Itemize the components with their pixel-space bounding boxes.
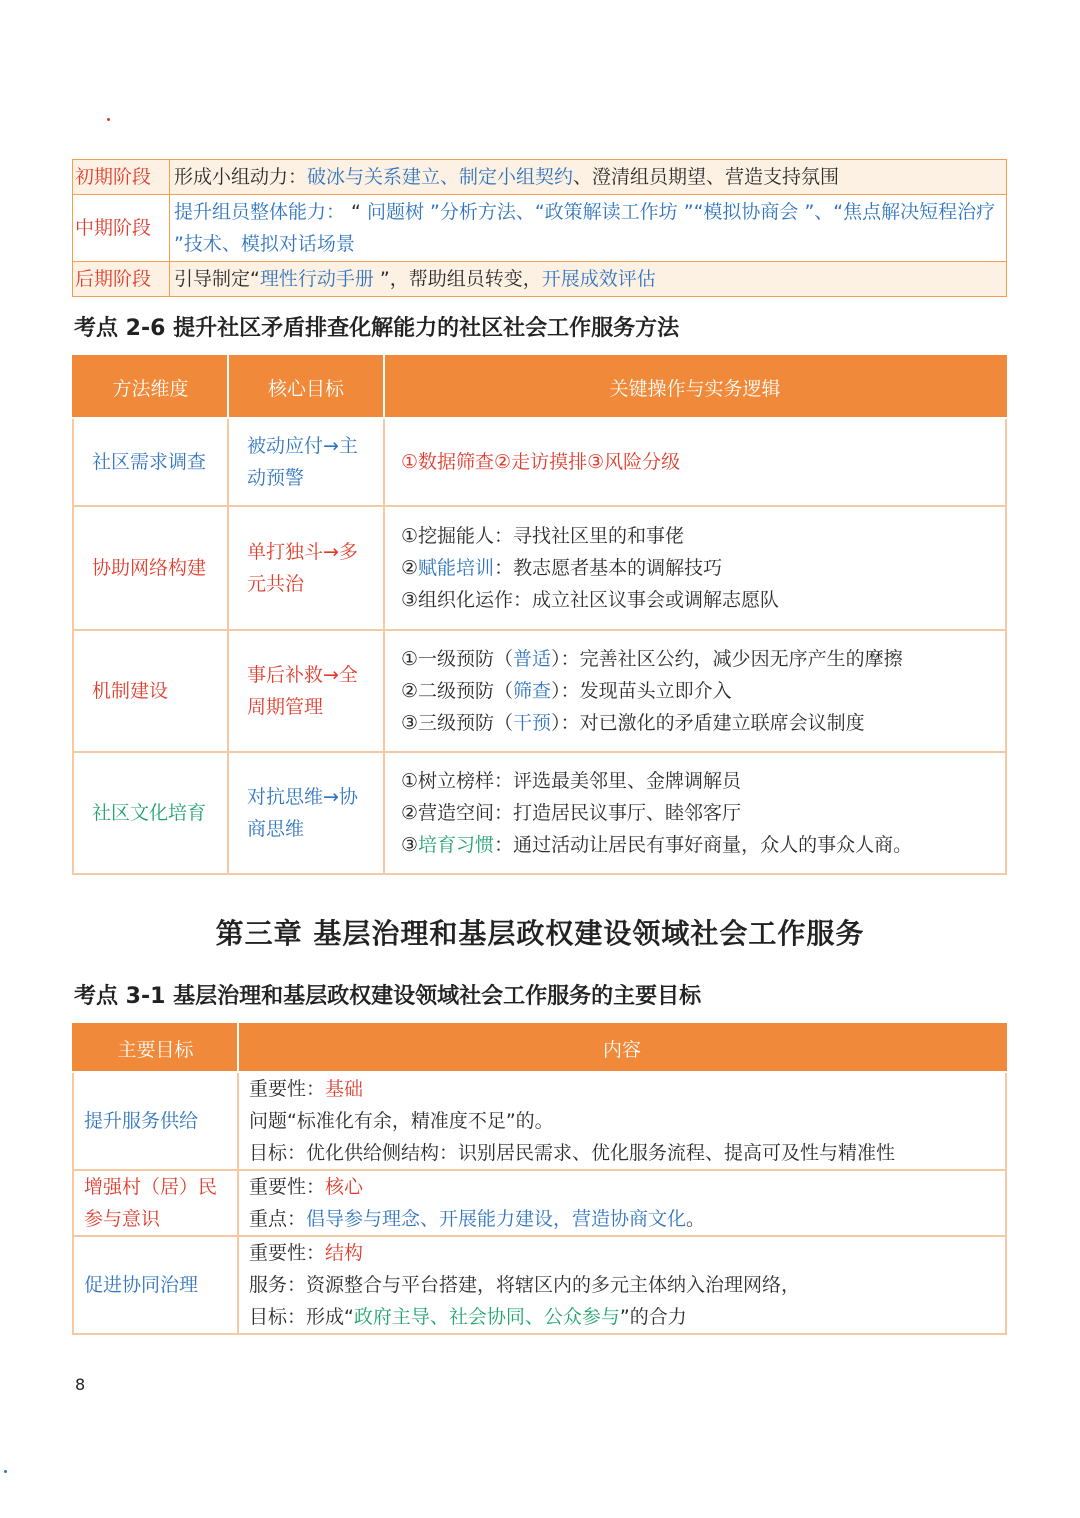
text-line xyxy=(249,1137,995,1169)
text-line xyxy=(401,643,987,675)
column-header: 关键操作与实务逻辑 xyxy=(384,356,1006,418)
column-header: 方法维度 xyxy=(73,356,228,418)
goal-content xyxy=(238,1170,1006,1236)
text-segment: 倡导参与理念、开展能力建设，营造协商文化 xyxy=(306,1208,687,1230)
text-segment: ①一级预防（ xyxy=(401,648,514,670)
stage-label: 中期阶段 xyxy=(73,195,170,262)
text-segment: ② xyxy=(401,557,419,579)
method-dimension: 协助网络构建 xyxy=(73,506,228,630)
text-line xyxy=(401,520,987,552)
text-segment: 问题树 ”分析方法、“政策解读工作坊 ”“模拟协商会 ”、“焦点解决短程治疗 ”技术、模拟对话场景 xyxy=(174,201,996,255)
column-header: 核心目标 xyxy=(228,356,384,418)
method-operations xyxy=(384,630,1006,752)
text-segment: 服务：资源整合与平台搭建，将辖区内的多元主体纳入治理网络， xyxy=(249,1274,801,1296)
text-line xyxy=(401,707,987,739)
text-line xyxy=(401,797,987,829)
text-line xyxy=(249,1171,995,1203)
text-line xyxy=(249,1301,995,1333)
method-goal: 对抗思维→协商思维 xyxy=(228,752,384,874)
text-line xyxy=(401,829,987,861)
decorative-dot xyxy=(107,118,110,121)
stage-label: 初期阶段 xyxy=(73,160,170,195)
text-segment: 破冰与关系建立、制定小组契约 xyxy=(307,166,574,188)
decorative-dot xyxy=(4,1470,7,1473)
method-goal: 被动应付→主动预警 xyxy=(228,418,384,506)
text-line xyxy=(249,1073,995,1105)
text-segment: 重要性： xyxy=(249,1078,326,1100)
group-stages-table xyxy=(72,159,1007,297)
table-row xyxy=(73,506,1006,630)
text-segment: ③ xyxy=(401,834,419,856)
goal-name: 促进协同治理 xyxy=(73,1236,238,1334)
method-operations xyxy=(384,418,1006,506)
text-line xyxy=(249,1269,995,1301)
text-segment: 目标：形成“ xyxy=(249,1306,354,1328)
text-segment: 目标：优化供给侧结构：识别居民需求、优化服务流程、提高可及性与精准性 xyxy=(249,1142,896,1164)
text-line xyxy=(249,1203,995,1235)
text-segment: 培育习惯 xyxy=(418,834,495,856)
table-row xyxy=(73,418,1006,506)
chapter-title: 第三章 基层治理和基层政权建设领域社会工作服务 xyxy=(215,917,865,950)
text-segment: 理性行动手册 xyxy=(259,268,374,290)
column-header: 内容 xyxy=(238,1024,1006,1072)
stage-label: 后期阶段 xyxy=(73,262,170,297)
section-heading: 考点 3-1 基层治理和基层政权建设领域社会工作服务的主要目标 xyxy=(74,984,702,1009)
text-segment: 基础 xyxy=(325,1078,364,1100)
text-segment: 形成小组动力： xyxy=(174,166,308,188)
goal-name: 增强村（居）民参与意识 xyxy=(73,1170,238,1236)
table-row xyxy=(73,630,1006,752)
method-dimension: 机制建设 xyxy=(73,630,228,752)
table-header-row xyxy=(73,356,1006,418)
text-segment: ②二级预防（ xyxy=(401,680,514,702)
table-header-row xyxy=(73,1024,1006,1072)
text-segment: 提升组员整体能力： xyxy=(174,201,346,223)
text-line xyxy=(401,675,987,707)
text-segment: 重点： xyxy=(249,1208,307,1230)
methods-table xyxy=(72,355,1007,875)
goal-content xyxy=(238,1072,1006,1170)
text-segment: 核心 xyxy=(325,1176,364,1198)
text-segment: ”，帮助组员转变， xyxy=(373,268,542,290)
method-goal: 事后补救→全周期管理 xyxy=(228,630,384,752)
method-dimension: 社区文化培育 xyxy=(73,752,228,874)
text-line xyxy=(401,552,987,584)
table-row xyxy=(73,1072,1006,1170)
text-segment: 筛查 xyxy=(513,680,552,702)
text-segment: ②营造空间：打造居民议事厅、睦邻客厅 xyxy=(401,802,742,824)
text-segment: 引导制定“ xyxy=(174,268,260,290)
text-segment: “ xyxy=(345,201,367,223)
text-segment: ：教志愿者基本的调解技巧 xyxy=(494,557,723,579)
table-row xyxy=(73,752,1006,874)
text-segment: 赋能培训 xyxy=(418,557,495,579)
text-segment: ①挖掘能人：寻找社区里的和事佬 xyxy=(401,525,685,547)
text-segment: 普适 xyxy=(513,648,552,670)
text-line xyxy=(401,446,987,478)
text-segment: 。 xyxy=(686,1208,706,1230)
text-line xyxy=(401,584,987,616)
text-segment: ）：对已激化的矛盾建立联席会议制度 xyxy=(551,712,865,734)
goal-content xyxy=(238,1236,1006,1334)
method-operations xyxy=(384,506,1006,630)
text-line xyxy=(249,1105,995,1137)
text-segment: 政府主导、社会协同、公众参与 xyxy=(353,1306,620,1328)
stage-content xyxy=(170,195,1007,262)
page-number: 8 xyxy=(75,1375,86,1394)
text-segment: 开展成效评估 xyxy=(541,268,656,290)
stage-content xyxy=(170,262,1007,297)
section-heading: 考点 2-6 提升社区矛盾排查化解能力的社区社会工作服务方法 xyxy=(74,316,680,341)
goals-table xyxy=(72,1023,1007,1335)
text-line xyxy=(401,765,987,797)
table-row xyxy=(73,262,1007,297)
goal-name: 提升服务供给 xyxy=(73,1072,238,1170)
text-segment: ③组织化运作：成立社区议事会或调解志愿队 xyxy=(401,589,780,611)
text-segment: ①数据筛查②走访摸排③风险分级 xyxy=(401,451,681,473)
text-segment: ）：发现苗头立即介入 xyxy=(551,680,732,702)
text-line xyxy=(249,1237,995,1269)
method-goal: 单打独斗→多元共治 xyxy=(228,506,384,630)
text-segment: ”的合力 xyxy=(619,1306,687,1328)
table-row xyxy=(73,1170,1006,1236)
stage-content xyxy=(170,160,1007,195)
table-row xyxy=(73,195,1007,262)
text-segment: ）：完善社区公约，减少因无序产生的摩擦 xyxy=(551,648,903,670)
method-operations xyxy=(384,752,1006,874)
text-segment: 结构 xyxy=(325,1242,364,1264)
table-row xyxy=(73,1236,1006,1334)
text-segment: 重要性： xyxy=(249,1176,326,1198)
text-segment: 、澄清组员期望、营造支持氛围 xyxy=(573,166,840,188)
table-row xyxy=(73,160,1007,195)
column-header: 主要目标 xyxy=(73,1024,238,1072)
text-segment: 重要性： xyxy=(249,1242,326,1264)
text-segment: 干预 xyxy=(513,712,552,734)
text-segment: ：通过活动让居民有事好商量，众人的事众人商。 xyxy=(494,834,913,856)
text-segment: ③三级预防（ xyxy=(401,712,514,734)
text-segment: ①树立榜样：评选最美邻里、金牌调解员 xyxy=(401,770,742,792)
method-dimension: 社区需求调查 xyxy=(73,418,228,506)
text-segment: 问题“标准化有余，精准度不足”的。 xyxy=(249,1110,554,1132)
